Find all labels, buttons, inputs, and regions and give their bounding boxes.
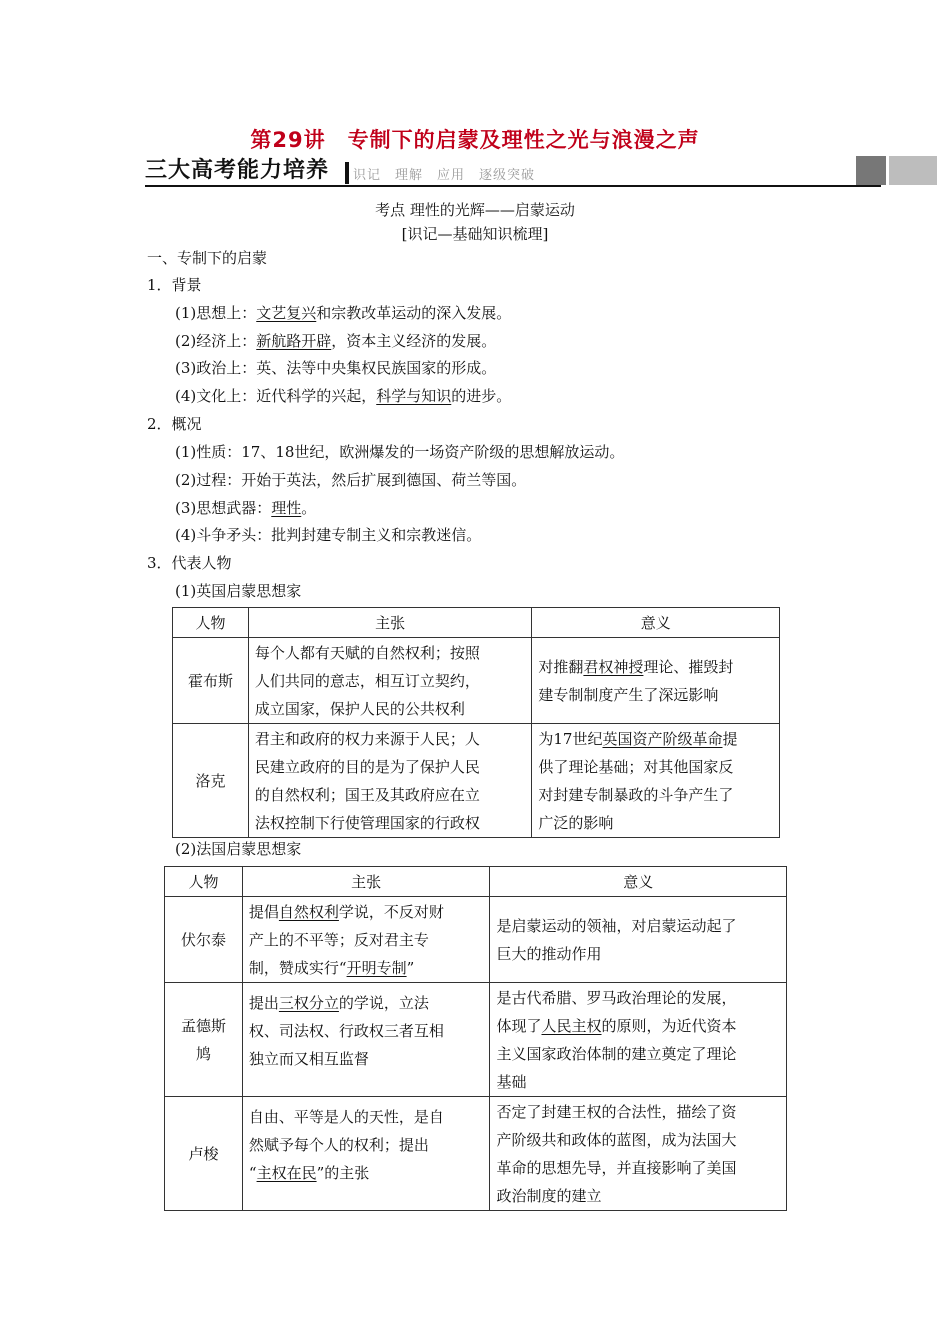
meaning-line: 政治制度的建立: [496, 1186, 602, 1205]
topic-subheading: [识记—基础知识梳理]: [401, 225, 549, 243]
banner-rule: [145, 185, 881, 187]
meaning-line: 主义国家政治体制的建立奠定了理论: [496, 1044, 737, 1063]
overview-item-4: (4)斗争矛头：批判封建专制主义和宗教迷信。: [175, 526, 482, 544]
uk-table-label: (1)英国启蒙思想家: [175, 582, 302, 600]
claim-line: 的自然权利；国王及其政府应在立: [254, 785, 480, 804]
section-heading: 一、专制下的启蒙: [147, 249, 268, 267]
meaning-line: 否定了封建王权的合法性，描绘了资: [496, 1102, 737, 1121]
claim-cell: [242, 897, 490, 983]
table-row: [165, 983, 787, 1097]
meaning-line: 产阶级共和政体的蓝图，成为法国大: [496, 1130, 737, 1149]
table-row: [173, 638, 780, 724]
table-row: [165, 897, 787, 983]
claim-cell: [248, 724, 532, 838]
table-header-row: [165, 867, 787, 897]
claim-line: 法权控制下行使管理国家的行政权: [254, 813, 480, 832]
meaning-cell: [490, 1097, 787, 1211]
section-banner: [145, 156, 881, 186]
claim-line: 自由、平等是人的天性，是自: [248, 1108, 444, 1126]
claim-line: 提倡自然权利学说，不反对财: [248, 902, 444, 921]
banner-block-light: [889, 156, 937, 185]
header-person: 人物: [165, 867, 243, 897]
meaning-line: 广泛的影响: [538, 813, 614, 832]
meaning-line: 对推翻君权神授理论、摧毁封: [538, 657, 734, 676]
overview-item-1: (1)性质：17、18世纪，欧洲爆发的一场资产阶级的思想解放运动。: [175, 443, 625, 461]
topic-heading: 考点 理性的光辉——启蒙运动: [375, 201, 575, 219]
claim-line: 提出三权分立的学说，立法: [248, 994, 429, 1012]
lecture-title: 第29讲 专制下的启蒙及理性之光与浪漫之声: [250, 128, 700, 152]
fr-table-label: (2)法国启蒙思想家: [175, 840, 302, 858]
table-row: [165, 1097, 787, 1211]
header-claim: 主张: [242, 867, 490, 897]
meaning-line: 革命的思想先导，并直接影响了美国: [496, 1158, 737, 1177]
representatives-heading: 3．代表人物: [147, 554, 232, 572]
claim-line: 民建立政府的目的是为了保护人民: [254, 757, 480, 776]
claim-line: 人们共同的意志，相互订立契约，: [254, 671, 480, 690]
meaning-cell: [490, 983, 787, 1097]
person-name: 伏尔泰: [165, 897, 243, 983]
claim-line: 权、司法权、行政权三者互相: [248, 1022, 444, 1040]
banner-title: 三大高考能力培养: [145, 158, 330, 183]
person-name: 卢梭: [165, 1097, 243, 1211]
meaning-line: 是启蒙运动的领袖，对启蒙运动起了: [496, 916, 737, 935]
fr-thinkers-table: [164, 866, 787, 1211]
meaning-line: 巨大的推动作用: [496, 944, 602, 963]
banner-divider: [345, 162, 349, 184]
person-name-line: 孟德斯: [180, 1016, 226, 1035]
claim-line: 独立而又相互监督: [248, 1050, 369, 1068]
table-row: [173, 724, 780, 838]
claim-cell: [242, 1097, 490, 1211]
meaning-line: 供了理论基础；对其他国家反: [538, 757, 734, 776]
uk-thinkers-table: [172, 607, 780, 838]
person-name-line: 鸠: [195, 1044, 211, 1063]
table-header-row: [173, 608, 780, 638]
claim-line: 产上的不平等；反对君主专: [248, 930, 429, 949]
background-item-4: (4)文化上：近代科学的兴起，科学与知识的进步。: [175, 387, 512, 405]
claim-line: 成立国家，保护人民的公共权利: [254, 699, 465, 718]
person-name: 霍布斯: [173, 638, 249, 724]
claim-line: “主权在民”的主张: [248, 1164, 370, 1182]
claim-line: 君主和政府的权力来源于人民；人: [254, 729, 480, 748]
meaning-line: 建专制制度产生了深远影响: [538, 685, 719, 704]
claim-line: 每个人都有天赋的自然权利；按照: [254, 643, 480, 662]
banner-block-dark: [856, 156, 886, 185]
background-heading: 1．背景: [147, 276, 202, 294]
background-item-2: (2)经济上：新航路开辟，资本主义经济的发展。: [175, 332, 497, 350]
meaning-line: 是古代希腊、罗马政治理论的发展，: [496, 988, 737, 1007]
person-name: [165, 983, 243, 1097]
overview-item-2: (2)过程：开始于英法，然后扩展到德国、荷兰等国。: [175, 471, 527, 489]
header-meaning: 意义: [532, 608, 780, 638]
meaning-line: 体现了人民主权的原则，为近代资本: [496, 1016, 737, 1035]
overview-item-3: (3)思想武器：理性。: [175, 499, 317, 517]
meaning-line: 基础: [496, 1072, 527, 1091]
overview-heading: 2．概况: [147, 415, 202, 433]
meaning-line: 对封建专制暴政的斗争产生了: [538, 785, 734, 804]
background-item-3: (3)政治上：英、法等中央集权民族国家的形成。: [175, 359, 497, 377]
claim-cell: [248, 638, 532, 724]
meaning-cell: [532, 638, 780, 724]
meaning-cell: [490, 897, 787, 983]
person-name: 洛克: [173, 724, 249, 838]
banner-subtitle: 识记 理解 应用 逐级突破: [353, 168, 536, 183]
header-meaning: 意义: [490, 867, 787, 897]
claim-line: 制，赞成实行“开明专制”: [248, 958, 415, 977]
header-claim: 主张: [248, 608, 532, 638]
background-item-1: (1)思想上：文艺复兴和宗教改革运动的深入发展。: [175, 304, 512, 322]
header-person: 人物: [173, 608, 249, 638]
claim-cell: [242, 983, 490, 1097]
meaning-cell: [532, 724, 780, 838]
meaning-line: 为17世纪英国资产阶级革命提: [538, 729, 738, 748]
claim-line: 然赋予每个人的权利；提出: [248, 1136, 429, 1154]
